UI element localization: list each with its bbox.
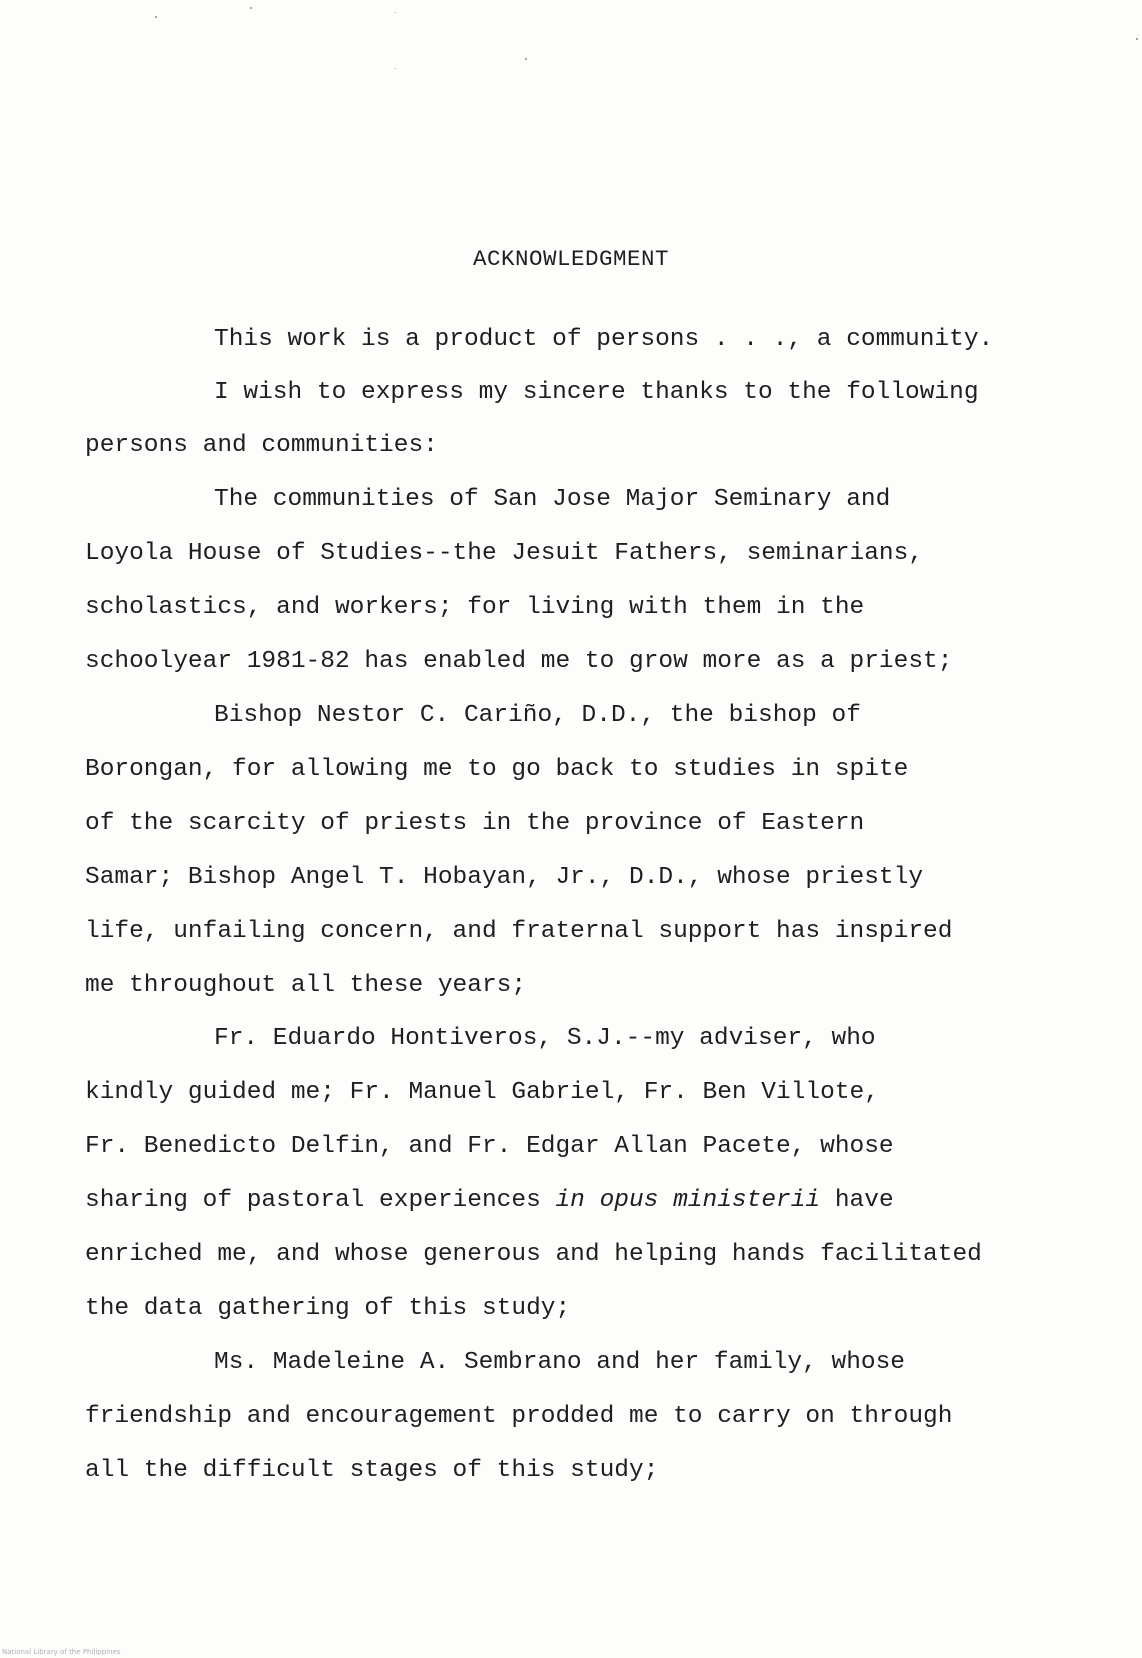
text-line: me throughout all these years;	[85, 972, 527, 999]
text-line: life, unfailing concern, and fraternal support has inspired	[85, 918, 953, 945]
scan-speck	[525, 58, 527, 60]
text-line: This work is a product of persons . . ., a community.	[214, 326, 994, 353]
text-line: schoolyear 1981-82 has enabled me to grow more as a priest;	[85, 648, 953, 675]
text-line-with-italic	[85, 1186, 894, 1216]
text-line: friendship and encouragement prodded me to carry on through	[85, 1403, 953, 1430]
text-line: Ms. Madeleine A. Sembrano and her family, whose	[214, 1349, 906, 1376]
text-line: the data gathering of this study;	[85, 1295, 571, 1322]
text-line: Bishop Nestor C. Cariño, D.D., the bishop of	[214, 702, 861, 729]
text-line: kindly guided me; Fr. Manuel Gabriel, Fr. Ben Villote,	[85, 1079, 879, 1106]
footer-watermark: National Library of the Philippines	[2, 1648, 121, 1656]
scan-speck	[395, 68, 396, 69]
scan-speck	[155, 16, 157, 18]
italic-phrase: in opus ministerii	[555, 1187, 821, 1214]
text-line: Samar; Bishop Angel T. Hobayan, Jr., D.D., whose priestly	[85, 864, 924, 891]
text-line: Fr. Benedicto Delfin, and Fr. Edgar Allan Pacete, whose	[85, 1133, 894, 1160]
text-line: scholastics, and workers; for living with them in the	[85, 594, 865, 621]
scan-speck	[1136, 38, 1138, 40]
text-line: The communities of San Jose Major Seminary and	[214, 486, 891, 513]
text-line: Borongan, for allowing me to go back to studies in spite	[85, 756, 909, 783]
text-line: Fr. Eduardo Hontiveros, S.J.--my adviser, who	[214, 1025, 876, 1052]
text-line: of the scarcity of priests in the province of Eastern	[85, 810, 865, 837]
text-segment: have	[820, 1187, 894, 1214]
text-line: all the difficult stages of this study;	[85, 1457, 659, 1484]
text-line: enriched me, and whose generous and helping hands facilitated	[85, 1241, 982, 1268]
text-line: Loyola House of Studies--the Jesuit Fathers, seminarians,	[85, 540, 924, 567]
text-segment: sharing of pastoral experiences	[85, 1187, 556, 1214]
scan-speck	[250, 7, 252, 9]
text-line: I wish to express my sincere thanks to the following	[214, 379, 979, 406]
page-title: ACKNOWLEDGMENT	[472, 246, 670, 272]
scan-speck	[395, 12, 396, 13]
text-line: persons and communities:	[85, 432, 438, 459]
